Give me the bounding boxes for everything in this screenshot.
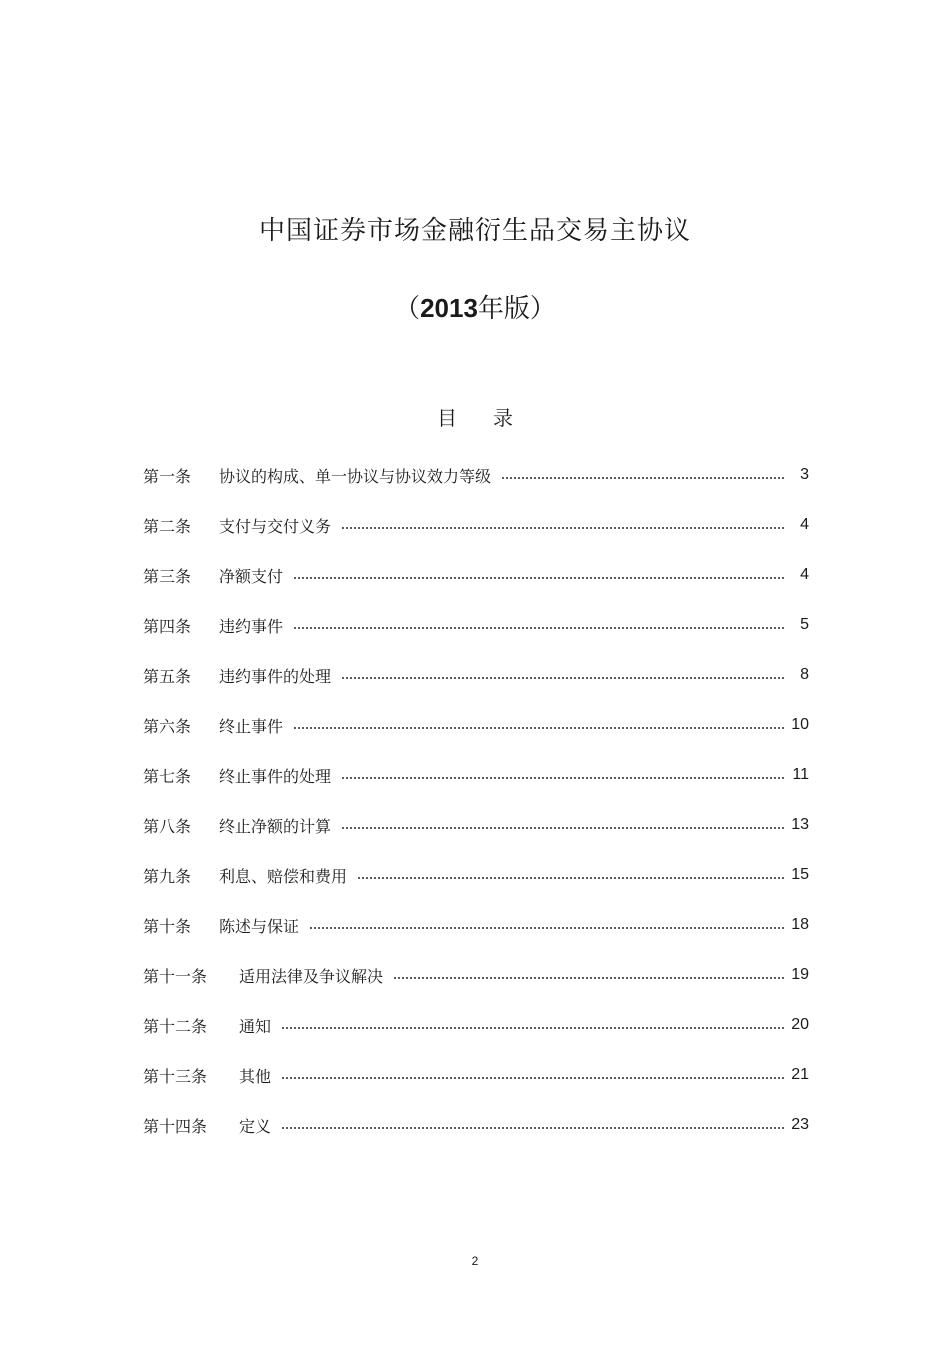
toc-entry-number: 第七条 xyxy=(143,766,192,786)
toc-entry[interactable] xyxy=(143,800,809,850)
toc-leader-dots xyxy=(501,472,785,484)
toc-entry[interactable] xyxy=(143,650,809,700)
toc-leader-dots xyxy=(341,772,785,784)
toc-entry-number: 第十一条 xyxy=(143,966,208,986)
toc-entry-page: 23 xyxy=(791,1116,809,1133)
toc-entry-number: 第八条 xyxy=(143,816,192,836)
toc-entry-title: 支付与交付义务 xyxy=(219,516,332,536)
toc-entry-title: 其他 xyxy=(239,1066,272,1086)
toc-entry-page: 11 xyxy=(792,766,809,783)
toc-entry-number: 第四条 xyxy=(143,616,192,636)
toc-entry-page: 19 xyxy=(791,966,809,983)
toc-leader-dots xyxy=(293,572,785,584)
toc-entry-page: 4 xyxy=(800,516,809,533)
toc-entry-number: 第十条 xyxy=(143,916,192,936)
document-title: 中国证券市场金融衍生品交易主协议 xyxy=(258,216,691,246)
toc-entry-title: 终止事件 xyxy=(219,716,284,736)
toc-entry[interactable] xyxy=(143,850,809,900)
toc-leader-dots xyxy=(281,1072,785,1084)
toc-entry-page: 5 xyxy=(800,616,809,633)
toc-entry-number: 第二条 xyxy=(143,516,192,536)
toc-leader-dots xyxy=(341,822,785,834)
toc-entry-page: 20 xyxy=(791,1016,809,1033)
toc-leader-dots xyxy=(293,722,785,734)
toc-entry-page: 10 xyxy=(791,716,809,733)
toc-entry[interactable] xyxy=(143,950,809,1000)
toc-entry[interactable] xyxy=(143,1050,809,1100)
toc-leader-dots xyxy=(281,1122,785,1134)
toc-entry[interactable] xyxy=(143,450,809,500)
document-subtitle xyxy=(0,288,950,325)
toc-entry-number: 第十四条 xyxy=(143,1116,208,1136)
toc-entry[interactable] xyxy=(143,600,809,650)
toc-entry-page: 21 xyxy=(791,1066,809,1083)
toc-entry[interactable] xyxy=(143,1000,809,1050)
subtitle-year: 2013 xyxy=(420,293,478,323)
toc-leader-dots xyxy=(357,872,785,884)
toc-entry-page: 8 xyxy=(800,666,809,683)
toc-entry[interactable] xyxy=(143,500,809,550)
toc-entry-title: 违约事件的处理 xyxy=(219,666,332,686)
toc-entry-number: 第三条 xyxy=(143,566,192,586)
toc-entry[interactable] xyxy=(143,900,809,950)
page-number: 2 xyxy=(471,1254,479,1268)
toc-entry[interactable] xyxy=(143,1100,809,1150)
toc-leader-dots xyxy=(341,672,785,684)
toc-entry[interactable] xyxy=(143,750,809,800)
toc-entry-page: 15 xyxy=(791,866,809,883)
toc-entry-page: 13 xyxy=(791,816,809,833)
toc-entry[interactable] xyxy=(143,700,809,750)
toc-heading-char-2: 录 xyxy=(493,406,513,430)
toc-entry-title: 陈述与保证 xyxy=(219,916,300,936)
toc-entry-page: 3 xyxy=(800,466,809,483)
toc-entry[interactable] xyxy=(143,550,809,600)
toc-entry-title: 适用法律及争议解决 xyxy=(239,966,384,986)
toc-leader-dots xyxy=(393,972,785,984)
toc-entry-title: 终止净额的计算 xyxy=(219,816,332,836)
toc-leader-dots xyxy=(293,622,785,634)
toc-leader-dots xyxy=(341,522,785,534)
toc-entry-number: 第十三条 xyxy=(143,1066,208,1086)
toc-entry-number: 第一条 xyxy=(143,466,192,486)
toc-entry-page: 4 xyxy=(800,566,809,583)
toc-heading-char-1: 目 xyxy=(437,406,457,430)
toc-entry-title: 利息、赔偿和费用 xyxy=(219,866,348,886)
toc-entry-title: 协议的构成、单一协议与协议效力等级 xyxy=(219,466,492,486)
toc-entry-title: 违约事件 xyxy=(219,616,284,636)
subtitle-open-paren: （ xyxy=(394,294,421,324)
toc-leader-dots xyxy=(309,922,785,934)
table-of-contents xyxy=(143,450,809,1150)
toc-entry-title: 通知 xyxy=(239,1016,272,1036)
subtitle-edition: 年版） xyxy=(477,294,556,324)
toc-entry-number: 第五条 xyxy=(143,666,192,686)
toc-entry-page: 18 xyxy=(791,916,809,933)
toc-entry-title: 终止事件的处理 xyxy=(219,766,332,786)
toc-entry-number: 第六条 xyxy=(143,716,192,736)
toc-entry-title: 净额支付 xyxy=(219,566,284,586)
toc-entry-number: 第十二条 xyxy=(143,1016,208,1036)
toc-leader-dots xyxy=(281,1022,785,1034)
toc-entry-title: 定义 xyxy=(239,1116,272,1136)
toc-entry-number: 第九条 xyxy=(143,866,192,886)
toc-heading xyxy=(0,402,950,431)
